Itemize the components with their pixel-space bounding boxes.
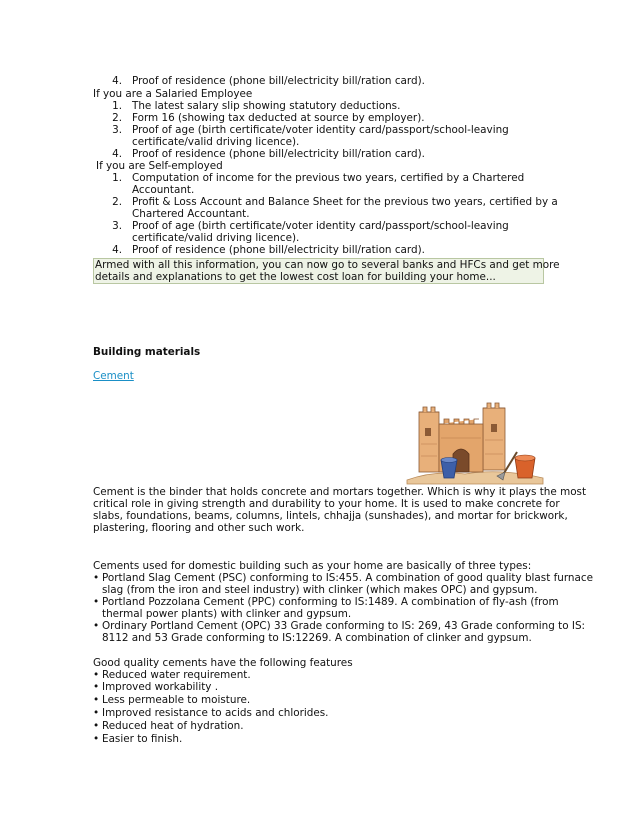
bullet: • [93,707,100,719]
list-number: 1. [112,172,122,184]
list-item-text: Profit & Loss Account and Balance Sheet for the previous two years, certified by a [132,196,558,208]
list-item-text: slag (from the iron and steel industry) with clinker (which makes OPC) and gypsum. [102,584,538,596]
list-item-text: Proof of age (birth certificate/voter identity card/passport/school-leaving [132,220,509,232]
list-item-text: The latest salary slip showing statutory deductions. [132,100,401,112]
list-item-text: Proof of age (birth certificate/voter identity card/passport/school-leaving [132,124,509,136]
paragraph-text: plastering, flooring and other such work. [93,522,305,534]
paragraph-text: critical role in giving strength and durability to your home. It is used to make concrete for [93,498,560,510]
list-item-text: Proof of residence (phone bill/electricity bill/ration card). [132,148,425,160]
list-item-text: Ordinary Portland Cement (OPC) 33 Grade conforming to IS: 269, 43 Grade conforming to IS: [102,620,586,632]
list-item-text: Easier to finish. [102,733,183,745]
list-number: 4. [112,75,122,87]
list-number: 2. [112,196,122,208]
paragraph-text: Good quality cements have the following features [93,657,353,669]
list-item-text: Reduced water requirement. [102,669,251,681]
salaried-heading: If you are a Salaried Employee [93,88,253,100]
self-employed-heading: If you are Self-employed [96,160,223,172]
list-item-text: Portland Slag Cement (PSC) conforming to IS:455. A combination of good quality blast furnace [102,572,593,584]
list-item-text: Form 16 (showing tax deducted at source by employer). [132,112,425,124]
list-item-text: Portland Pozzolana Cement (PPC) conforming to IS:1489. A combination of fly-ash (from [102,596,559,608]
paragraph-text: Cements used for domestic building such as your home are basically of three types: [93,560,532,572]
callout-text: details and explanations to get the lowest cost loan for building your home... [95,271,496,283]
list-item-text: Improved workability . [102,681,219,693]
callout-text: Armed with all this information, you can now go to several banks and HFCs and get more [95,259,560,271]
list-item-text: Less permeable to moisture. [102,694,251,706]
bullet: • [93,681,100,693]
bullet: • [93,669,100,681]
bullet: • [93,720,100,732]
bullet: • [93,572,100,584]
list-item-text: Reduced heat of hydration. [102,720,244,732]
bullet: • [93,733,100,745]
list-number: 3. [112,220,122,232]
paragraph-text: slabs, foundations, beams, columns, lintels, chhajja (sunshades), and mortar for brickwork, [93,510,568,522]
bullet: • [93,620,100,632]
list-item-text: certificate/valid driving licence). [132,232,300,244]
list-number: 1. [112,100,122,112]
bullet: • [93,596,100,608]
list-number: 4. [112,148,122,160]
cement-link[interactable]: Cement [93,370,134,382]
list-number: 2. [112,112,122,124]
bullet: • [93,694,100,706]
list-item-text: Proof of residence (phone bill/electricity bill/ration card). [132,75,425,87]
list-item-text: Proof of residence (phone bill/electricity bill/ration card). [132,244,425,256]
list-item-text: certificate/valid driving licence). [132,136,300,148]
paragraph-text: Cement is the binder that holds concrete and mortars together. Which is why it plays the most [93,486,587,498]
list-item-text: Chartered Accountant. [132,208,250,220]
list-item-text: Accountant. [132,184,195,196]
list-number: 3. [112,124,122,136]
info-callout [93,258,560,284]
list-number: 4. [112,244,122,256]
sandcastle-illustration [405,398,545,486]
list-item-text: thermal power plants) with clinker and gypsum. [102,608,352,620]
list-item-text: Computation of income for the previous two years, certified by a Chartered [132,172,525,184]
section-heading: Building materials [93,346,201,358]
list-item-text: Improved resistance to acids and chlorides. [102,707,329,719]
list-item-text: 8112 and 53 Grade conforming to IS:12269. A combination of clinker and gypsum. [102,632,532,644]
